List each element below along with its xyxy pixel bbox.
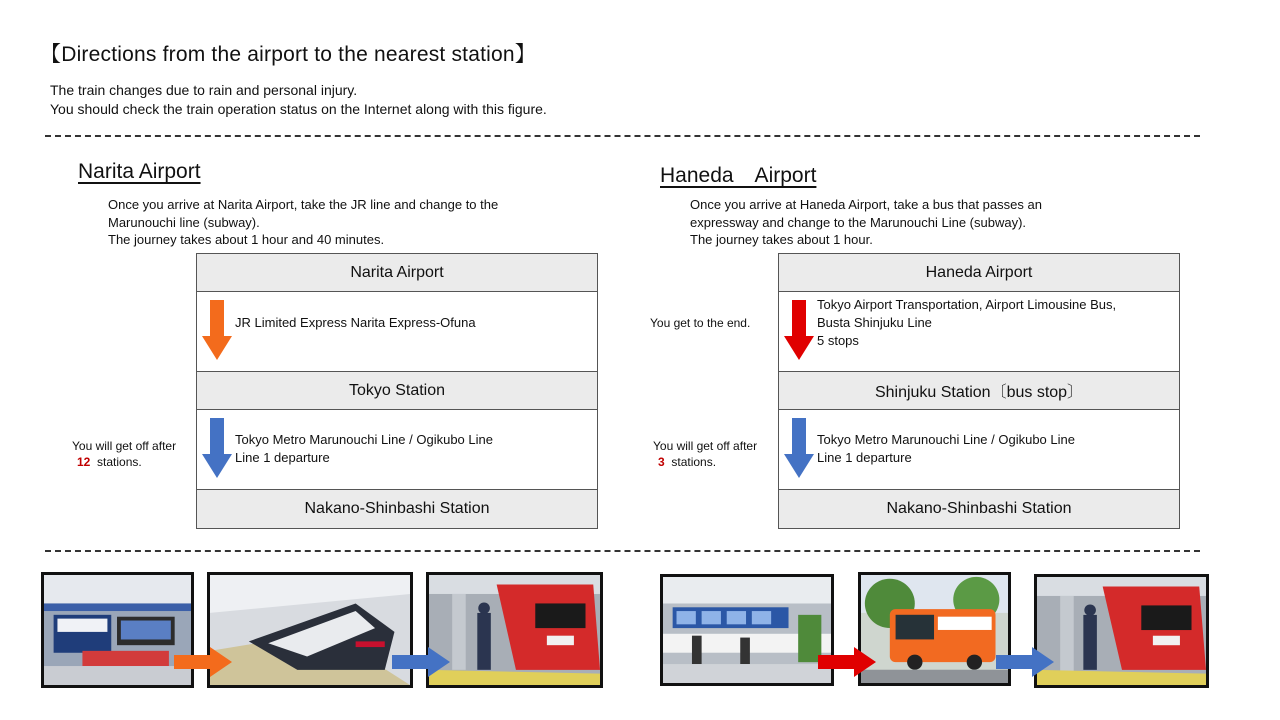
side-note-line: stations. xyxy=(97,455,142,469)
station-count: 12 xyxy=(77,455,91,469)
narita-intro-line: Once you arrive at Narita Airport, take the JR line and change to the xyxy=(108,197,499,212)
warning-note-2: You should check the train operation status on the Internet along with this figure. xyxy=(50,101,547,117)
down-arrow-icon xyxy=(784,418,814,478)
warning-note-1: The train changes due to rain and personal injury. xyxy=(50,82,358,98)
haneda-side-note xyxy=(653,438,757,470)
haneda-leg-metro-text xyxy=(817,431,1075,467)
haneda-intro xyxy=(690,196,1042,249)
narita-intro xyxy=(108,196,498,249)
leg-line: Tokyo Metro Marunouchi Line / Ogikubo Line xyxy=(817,432,1075,447)
photo-haneda-counter xyxy=(660,574,834,686)
narita-heading: Narita Airport xyxy=(78,160,201,183)
leg-line: Line 1 departure xyxy=(817,450,912,465)
haneda-station-end: Nakano-Shinbashi Station xyxy=(779,490,1179,528)
page-title: 【Directions from the airport to the nearest station】 xyxy=(40,43,536,66)
photo-narita-counter xyxy=(41,572,194,688)
leg-line: Tokyo Metro Marunouchi Line / Ogikubo Line xyxy=(235,432,493,447)
leg-line: Busta Shinjuku Line xyxy=(817,315,932,330)
right-arrow-icon xyxy=(818,647,876,677)
side-note-count-line xyxy=(72,454,176,470)
narita-side-note xyxy=(72,438,176,470)
haneda-intro-line: Once you arrive at Haneda Airport, take a bus that passes an xyxy=(690,197,1042,212)
narita-leg-metro-text xyxy=(235,431,493,467)
narita-intro-line: The journey takes about 1 hour and 40 minutes. xyxy=(108,232,385,247)
photo-limousine-bus xyxy=(858,572,1011,686)
right-arrow-icon xyxy=(392,647,450,677)
leg-line: Tokyo Airport Transportation, Airport Limousine Bus, xyxy=(817,297,1117,312)
bottom-divider xyxy=(45,550,1200,552)
side-note-line: stations. xyxy=(671,455,717,469)
narita-leg-metro xyxy=(197,410,597,490)
narita-leg-jr-text xyxy=(235,314,476,332)
narita-leg-jr xyxy=(197,292,597,372)
right-arrow-icon xyxy=(174,647,232,677)
down-arrow-icon xyxy=(202,418,232,478)
leg-line: 5 stops xyxy=(817,333,859,348)
haneda-route-table xyxy=(778,253,1180,529)
photo-metro-marunouchi xyxy=(426,572,603,688)
side-note-line: You will get off after xyxy=(653,439,758,453)
haneda-heading: Haneda Airport xyxy=(660,164,817,187)
right-arrow-icon xyxy=(996,647,1054,677)
photo-narita-express xyxy=(207,572,413,688)
down-arrow-icon xyxy=(202,300,232,360)
haneda-intro-line: expressway and change to the Marunouchi Line (subway). xyxy=(690,214,1027,230)
haneda-station-transfer: Shinjuku Station〔bus stop〕 xyxy=(779,372,1179,410)
narita-intro-line: Marunouchi line (subway). xyxy=(108,214,260,230)
side-note-line: You will get off after xyxy=(72,439,177,453)
leg-line: Line 1 departure xyxy=(235,450,330,465)
haneda-leg-bus-text xyxy=(817,296,1116,350)
top-divider xyxy=(45,135,1200,137)
haneda-leg-bus xyxy=(779,292,1179,372)
haneda-end-note: You get to the end. xyxy=(650,316,751,330)
station-count: 3 xyxy=(658,455,665,469)
narita-station-start: Narita Airport xyxy=(197,254,597,292)
leg-line: JR Limited Express Narita Express-Ofuna xyxy=(235,315,476,330)
photo-metro-marunouchi-2 xyxy=(1034,574,1209,688)
narita-station-transfer: Tokyo Station xyxy=(197,372,597,410)
side-note-count-line xyxy=(653,454,757,470)
narita-station-end: Nakano-Shinbashi Station xyxy=(197,490,597,528)
haneda-leg-metro xyxy=(779,410,1179,490)
haneda-intro-line: The journey takes about 1 hour. xyxy=(690,232,873,247)
haneda-station-start: Haneda Airport xyxy=(779,254,1179,292)
narita-route-table xyxy=(196,253,598,529)
down-arrow-icon xyxy=(784,300,814,360)
